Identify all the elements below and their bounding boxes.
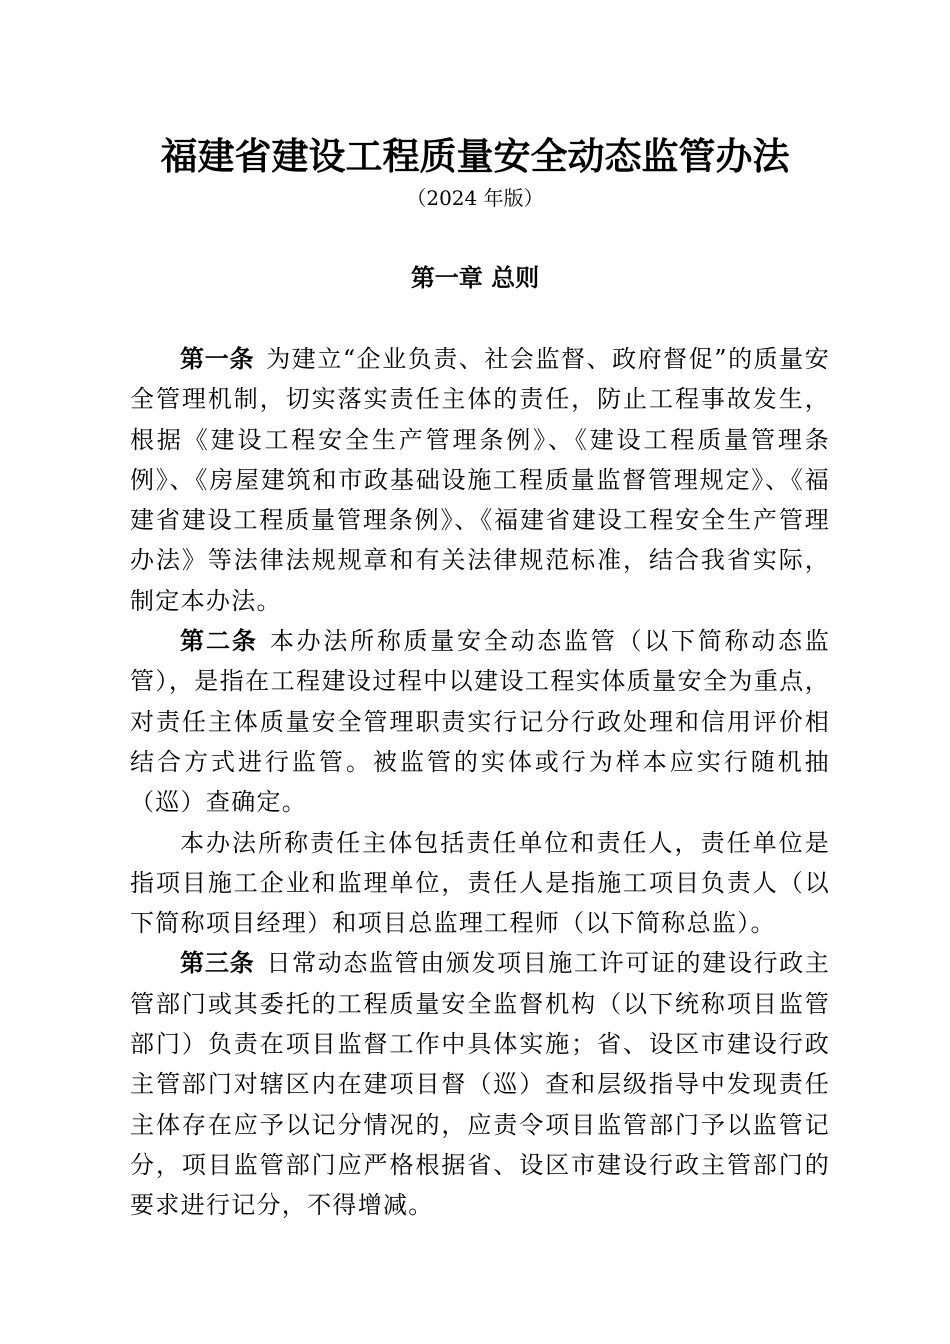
article-1-paragraph (130, 339, 830, 621)
article-1-label: 第一条 (180, 344, 255, 373)
article-3-paragraph (130, 943, 830, 1225)
document-subtitle: （2024 年版） (406, 186, 544, 210)
article-2-label: 第二条 (180, 626, 258, 656)
article-2-paragraph (130, 621, 830, 822)
article-2-continuation-paragraph (130, 823, 830, 944)
article-3-label: 第三条 (180, 948, 255, 978)
chapter-heading: 第一章 总则 (410, 263, 540, 292)
article-2-text: 本办法所称质量安全动态监管（以下简称动态监管），是指在工程建设过程中以建设工程实体质量安全为重点，对责任主体质量安全管理职责实行记分行政处理和信用评价相结合方式进行监管。被监管的实体或行为样本应实行随机抽（巡）查确定。 (130, 627, 831, 817)
article-1-text: 为建立“企业负责、社会监督、政府督促”的质量安全管理机制，切实落实责任主体的责任，防止工程事故发生，根据《建设工程安全生产管理条例》、《建设工程质量管理条例》、《房屋建筑和市政基础设施工程质量监督管理规定》、《福建省建设工程质量管理条例》、《福建省建设工程安全生产管理办法》等法律法规规章和有关法律规范标准，结合我省实际，制定本办法。 (130, 345, 831, 615)
article-3-text: 日常动态监管由颁发项目施工许可证的建设行政主管部门或其委托的工程质量安全监督机构（以下统称项目监管部门）负责在项目监督工作中具体实施；省、设区市建设行政主管部门对辖区内在建项目督（巡）查和层级指导中发现责任主体存在应予以记分情况的，应责令项目监管部门予以监管记分，项目监管部门应严格根据省、设区市建设行政主管部门的要求进行记分，不得增减。 (130, 949, 831, 1220)
document-title: 福建省建设工程质量安全动态监管办法 (160, 134, 790, 178)
article-2-continuation-text: 本办法所称责任主体包括责任单位和责任人，责任单位是指项目施工企业和监理单位，责任人是指施工项目负责人（以下简称项目经理）和项目总监理工程师（以下简称总监）。 (130, 828, 830, 938)
document-body (130, 339, 830, 1226)
